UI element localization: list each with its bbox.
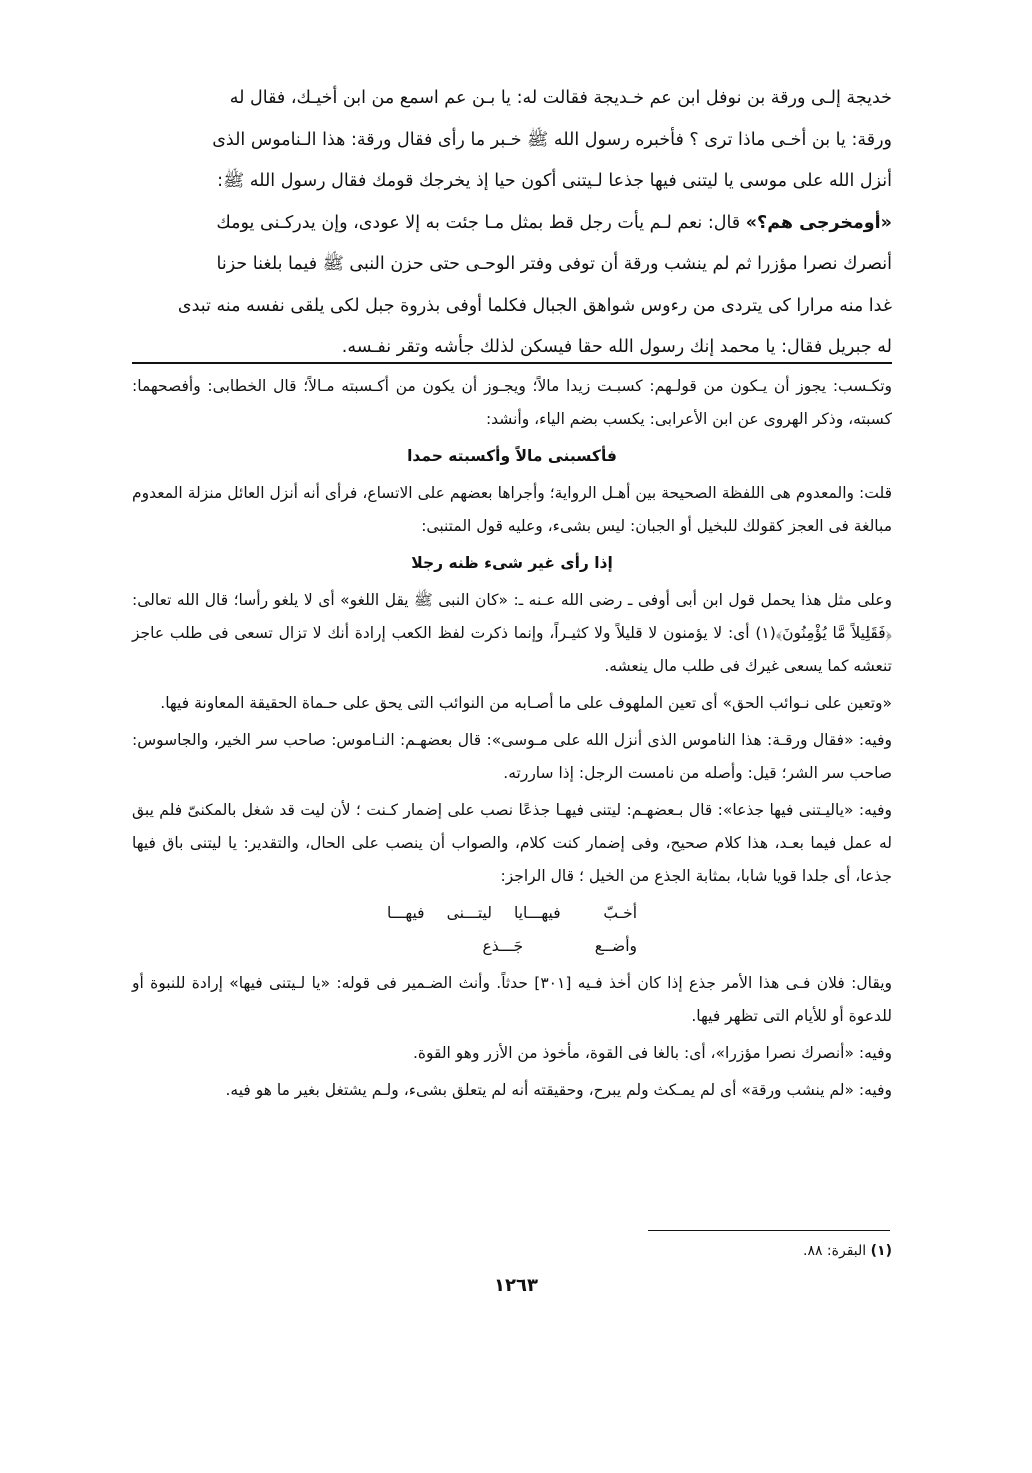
main-line-4-text: قال: نعم لـم يأت رجل قط بمثل مـا جئت به إلا عودى، وإن يدركـنى يومك [216, 212, 741, 233]
main-line-1: خديجة إلـى ورقة بن نوفل ابن عم خـديجة فقالت له: يا بـن عم اسمع من ابن أخيـك، فقال له [229, 88, 892, 108]
commentary-paragraph-9: وفيه: «لم ينشب ورقة» أى لم يمـكث ولم يبرح، وحقيقته أنه لم يتعلق بشىء، ولـم يشتغل بغير ما هو فيه. [225, 1081, 892, 1099]
footnote-divider [648, 1230, 890, 1231]
bold-quote: «أومخرجى هم؟» [745, 212, 892, 233]
verse-3-first-hemistich: يا ليتـــنى فيهـــا جَـــذع [387, 904, 524, 955]
verse-3 [132, 897, 892, 963]
main-line-5: أنصرك نصرا مؤزرا ثم لم ينشب ورقة أن توفى وفتر الوحـى حتى حزن النبى ﷺ فيما بلغنا حزنا [216, 254, 892, 274]
commentary-paragraph-2: قلت: والمعدوم هى اللفظة الصحيحة بين أهـل الرواية؛ وأجراها بعضهم على الاتساع، فرأى أنه أنزل العائل منزلة المعدوم مبالغة فى العجز كقولك للبخيل أو الجبان: ليس بشىء، وعليه قول المتنبى: [132, 484, 892, 535]
section-divider [132, 362, 892, 364]
commentary-paragraph-1: وتكـسب: يجوز أن يـكون من قولـهم: كسبـت زيدا مالاً؛ ويجـوز أن يكون من أكـسبته مـالاً؛ قال الخطابى: وأفصحهما: كسبته، وذكر الهروى عن ابن الأعرابى: يكسب بضم الياء، وأنشد: [132, 377, 892, 428]
verse-1: فأكسبنى مالاً وأكسبته حمدا [407, 447, 617, 465]
commentary-paragraph-7: ويقال: فلان فـى هذا الأمر جذع إذا كان أخذ فـيه [٣٠١] حدثاً. وأنث الضـمير فى قوله: «يا لـيتنى فيها» إرادة للنبوة أو للدعوة أو للأيام التى تظهر فيها. [132, 974, 893, 1025]
commentary-paragraph-6: وفيه: «ياليـتنى فيها جذعا»: قال بـعضهـم: ليتنى فيهـا جذعًا نصب على إضمار كـنت ؛ لأن ليت قد شغل بالمكنىّ فلم يبق له عمل فيما بعـد، هذا كلام صحيح، وفى إضمار كنت كلام، والصواب أن ينصب على الحال، والتقدير: يا ليتنى باق فيها جذعا، أى جلدا قويا شابا، بمثابة الجذع من الخيل ؛ قال الراجز: [132, 801, 892, 885]
page-number: ١٢٦٣ [494, 1275, 538, 1296]
main-text [132, 78, 892, 369]
footnote-marker: (١) [870, 1243, 892, 1259]
verse-3-second-hemistich: أخـبّ فيهـــا وأضــع [523, 904, 637, 955]
commentary-paragraph-5: وفيه: «فقال ورقـة: هذا الناموس الذى أنزل الله على مـوسى»: قال بعضهـم: النـاموس: صاحب سر الخير، والجاسوس: صاحب سر الشر؛ قيل: وأصله من نامست الرجل: إذا ساررته. [132, 731, 892, 782]
main-line-6: غدا منه مرارا كى يتردى من رءوس شواهق الجبال فكلما أوفى بذروة جبل لكى يلقى نفسه منه تبدى [177, 295, 892, 316]
main-line-3: أنزل الله على موسى يا ليتنى فيها جذعا لـيتنى أكون حيا إذ يخرجك قومك فقال رسول الله ﷺ: [217, 171, 892, 191]
main-line-4 [132, 203, 892, 245]
commentary-paragraph-4: «وتعين على نـوائب الحق» أى تعين الملهوف على ما أصـابه من النوائب التى يحق على حـماة الحقيقة المعاونة فيها. [160, 694, 892, 712]
commentary [132, 370, 892, 1111]
footnote-text: البقرة: ٨٨. [802, 1243, 867, 1259]
commentary-paragraph-8: وفيه: «أنصرك نصرا مؤزرا»، أى: بالغا فى القوة، مأخوذ من الأزر وهو القوة. [412, 1044, 892, 1062]
verse-2: إذا رأى غير شىء ظنه رجلا [411, 554, 613, 572]
commentary-paragraph-3: وعلى مثل هذا يحمل قول ابن أبى أوفى ـ رضى الله عـنه ـ: «كان النبى ﷺ يقل اللغو» أى لا يلغو رأسا؛ قال الله تعالى: ﴿فَقَلِيلاً مَّا يُؤْمِنُونَ﴾(١) أى: لا يؤمنون لا قليلاً ولا كثيـراً، وإنما ذكرت لفظ الكعب إرادة أنك لا تزال تسعى فى طلب عاجز تنعشه كما يسعى غيرك فى طلب مال ينعشه. [132, 591, 892, 675]
footnote [132, 1238, 892, 1264]
main-line-2: ورقة: يا بن أخـى ماذا ترى ؟ فأخبره رسول الله ﷺ خـبر ما رأى فقال ورقة: هذا الـناموس الذى [212, 129, 892, 150]
main-line-7: له جبريل فقال: يا محمد إنك رسول الله حقا فيسكن لذلك جأشه وتقر نفـسه. [341, 337, 892, 357]
